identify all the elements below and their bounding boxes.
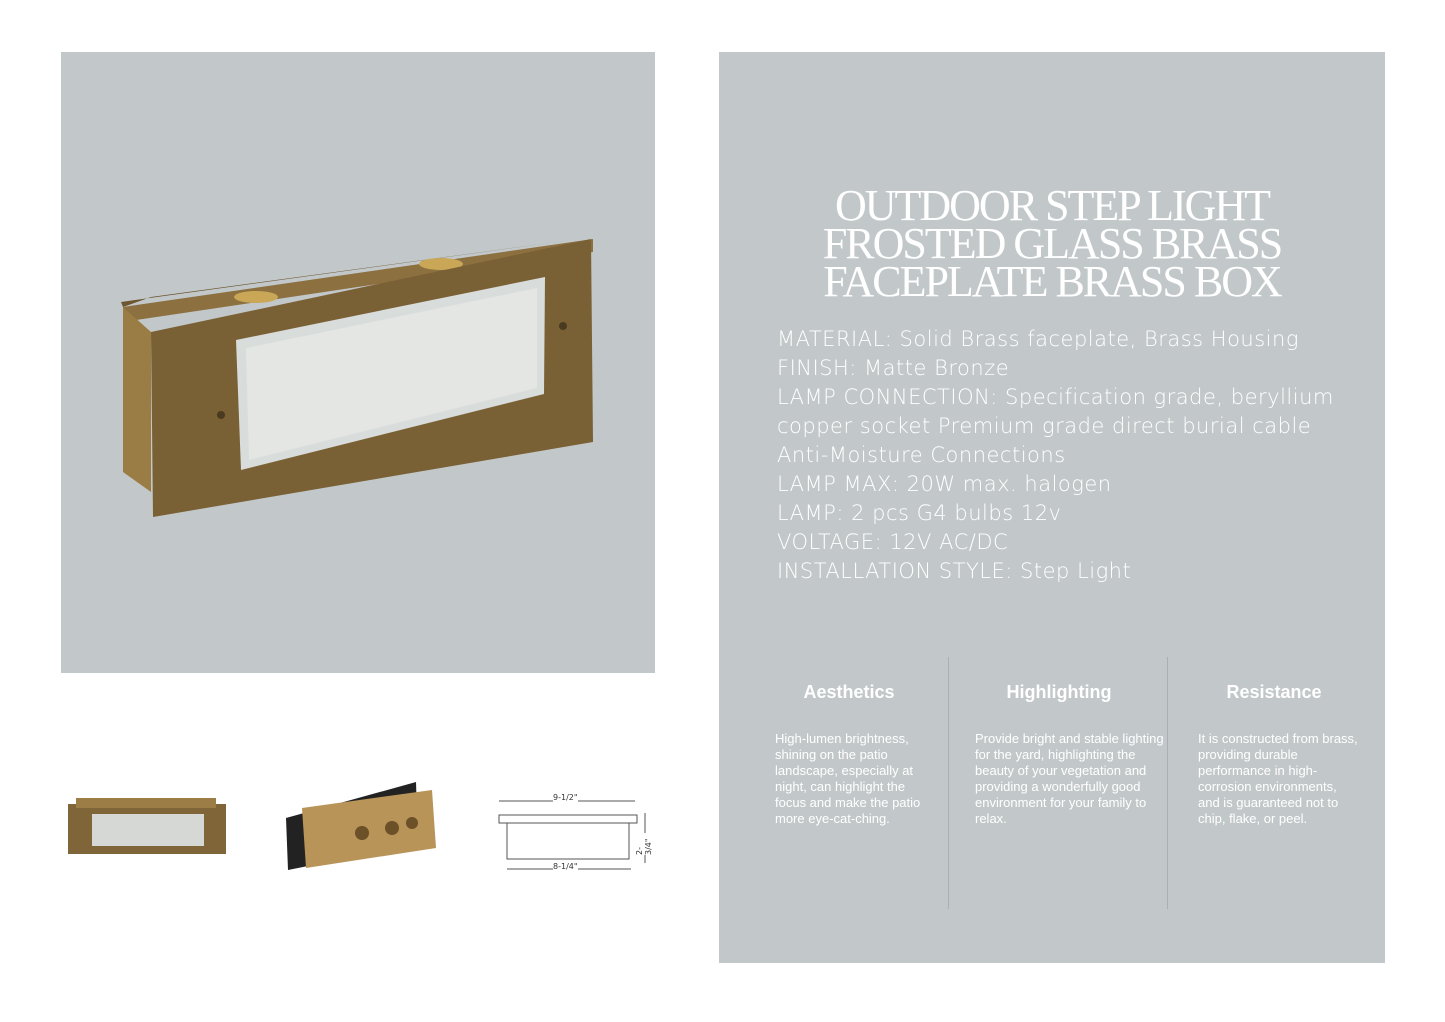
feature-highlighting (954, 682, 1164, 827)
product-info-panel (719, 52, 1385, 963)
title-line: FROSTED GLASS BRASS (822, 219, 1282, 268)
product-hero-image (61, 52, 655, 673)
thumbnail-front[interactable] (66, 790, 228, 869)
column-divider (1167, 657, 1168, 909)
feature-title: Resistance (1226, 682, 1322, 702)
spec-line: FINISH: Matte Bronze (777, 356, 1010, 380)
dimension-diagram[interactable] (485, 755, 655, 917)
step-light-image (61, 52, 655, 673)
spec-line: LAMP CONNECTION: Specification grade, beryllium (777, 385, 1334, 409)
spec-line: Anti-Moisture Connections (777, 443, 1066, 467)
spec-line: INSTALLATION STYLE: Step Light (777, 559, 1132, 583)
spec-list (777, 325, 1334, 586)
feature-resistance (1169, 682, 1379, 827)
feature-text: High-lumen brightness, shining on the patio landscape, especially at night, can highlight the focus and make the patio more eye-cat-ching. (775, 731, 921, 826)
dimension-width-bottom: 8-1/4" (553, 862, 578, 871)
title-line: OUTDOOR STEP LIGHT (834, 181, 1270, 230)
spec-line: LAMP: 2 pcs G4 bulbs 12v (777, 501, 1062, 525)
spec-line: copper socket Premium grade direct burial cable (777, 414, 1312, 438)
feature-text: Provide bright and stable lighting for the yard, highlighting the beauty of your vegetation and providing a wonderfully good environment for your family to relax. (975, 731, 1164, 826)
dimension-width-top: 9-1/2" (553, 793, 578, 802)
feature-title: Highlighting (1006, 682, 1112, 702)
product-title (719, 181, 1385, 306)
feature-text: It is constructed from brass, providing durable performance in high-corrosion environments, and is guaranteed not to chip, flake, or peel. (1198, 731, 1358, 826)
spec-line: LAMP MAX: 20W max. halogen (777, 472, 1112, 496)
thumbnail-back[interactable] (282, 778, 444, 877)
feature-aesthetics (744, 682, 954, 827)
dimension-height: 2-3/4" (635, 833, 653, 855)
spec-line: VOLTAGE: 12V AC/DC (777, 530, 1009, 554)
title-line: FACEPLATE BRASS BOX (823, 257, 1281, 306)
spec-line: MATERIAL: Solid Brass faceplate, Brass Housing (777, 327, 1299, 351)
feature-title: Aesthetics (803, 682, 895, 702)
